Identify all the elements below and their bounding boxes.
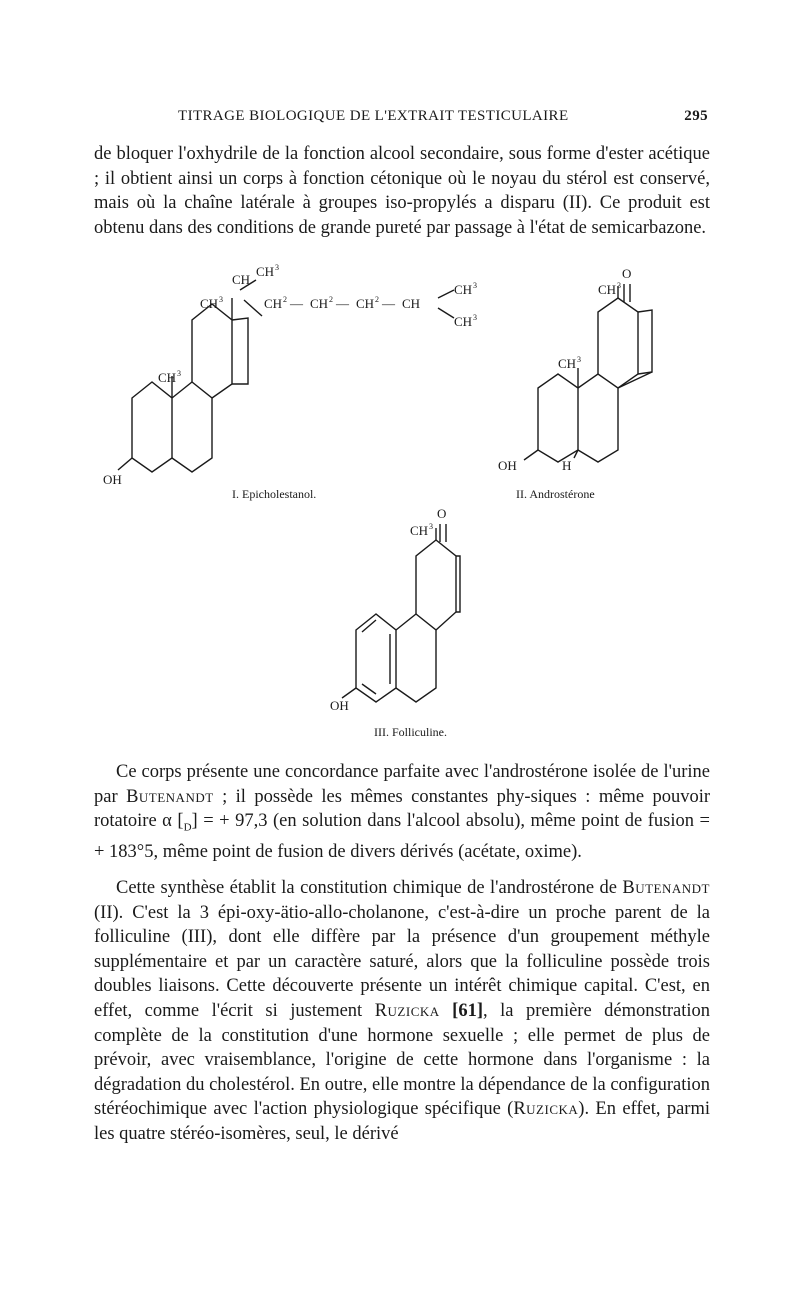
caption-folliculine: III. Folliculine.	[374, 725, 447, 739]
caption-androsterone: II. Androstérone	[516, 487, 595, 501]
author-name: Butenandt	[622, 878, 710, 898]
ch3-label: CH	[158, 370, 177, 385]
o-label: O	[437, 506, 447, 521]
author-name: Ruzicka	[374, 1000, 440, 1021]
svg-text:—: —	[382, 296, 395, 311]
svg-text:3: 3	[275, 263, 279, 272]
reference-link[interactable]: [61]	[452, 1000, 483, 1021]
paragraph-2: Ce corps présente une concordance parfaite avec l'androstérone isolée de l'urine par Butenandt ; il possède les mêmes constantes phy-siques : même pouvoir rotatoire α $[_D]$ = + 97,3 (en solution dans l'alcool absolu), même point de fusion = + 183°5, même point de fusion de divers dérivés (acétate, oxime).	[94, 762, 711, 863]
ch2-label: CH	[310, 296, 329, 311]
oh-label: OH	[103, 472, 122, 487]
svg-text:3: 3	[473, 313, 477, 322]
paragraph-3: Cette synthèse établit la constitution chimique de l'androstérone de Butenandt (II). C'est la 3 épi-oxy-ätio-allo-cholanone, c'est-à-dire un proche parent de la folliculine (III), dont elle diffère par la présence d'un groupement méthyle supplémentaire et par un caractère saturé, alors que la folliculine possède trois doubles liaisons. Cette découverte présente un intérêt chimique capital. C'est, en effet, comme l'écrit si justement Ruzicka [61], la première démonstration complète de la constitution d'une hormone sexuelle ; elle permet de plus de prévoir, avec vraisemblance, l'origine de cette hormone dans l'organisme : la dégradation du cholestérol. En outre, elle montre la dépendance de la configuration stéréochimique avec l'action physiologique spécifique (Ruzicka). En effet, parmi les quatre stéréo-isomères, seul, le dérivé	[94, 878, 711, 1144]
figure-folliculine	[330, 506, 460, 739]
svg-text:3: 3	[577, 355, 581, 364]
svg-text:—: —	[290, 296, 303, 311]
ch2-label: CH	[264, 296, 283, 311]
ch3-label: CH	[256, 264, 275, 279]
svg-text:2: 2	[329, 295, 333, 304]
paragraph-1: de bloquer l'oxhydrile de la fonction alcool secondaire, sous forme d'ester acétique ; il obtient ainsi un corps à fonction cétonique où le noyau du stérol est conservé, mais où la chaîne latérale à groupes iso-propylés a disparu (II). Ce produit est obtenu dans des conditions de grande pureté par passage à l'état de semicarbazone.	[94, 144, 710, 238]
ch-label: CH	[402, 296, 421, 311]
ch2-label: CH	[356, 296, 375, 311]
svg-text:3: 3	[429, 522, 433, 531]
figure-androsterone	[498, 266, 652, 501]
page-number: 295	[684, 108, 708, 124]
oh-label: OH	[330, 698, 349, 713]
oh-label: OH	[498, 458, 517, 473]
svg-text:—: —	[336, 296, 349, 311]
svg-text:3: 3	[473, 281, 477, 290]
ch3-label: CH	[598, 282, 617, 297]
ch3-label: CH	[410, 523, 429, 538]
figure-epicholestanol	[103, 263, 477, 501]
o-label: O	[622, 266, 632, 281]
svg-text:2: 2	[283, 295, 287, 304]
h-label: H	[562, 458, 572, 473]
svg-text:3: 3	[219, 295, 223, 304]
ch3-label: CH	[558, 356, 577, 371]
caption-epicholestanol: I. Epicholestanol.	[232, 487, 317, 501]
ch3-label: CH	[454, 282, 473, 297]
ch3-label: CH	[200, 296, 219, 311]
svg-text:3: 3	[617, 281, 621, 290]
running-title: TITRAGE BIOLOGIQUE DE L'EXTRAIT TESTICULAIRE	[178, 108, 569, 124]
ch-label: CH	[232, 272, 251, 287]
svg-text:3: 3	[177, 369, 181, 378]
author-name: Ruzicka	[513, 1099, 579, 1120]
ch3-label: CH	[454, 314, 473, 329]
svg-text:2: 2	[375, 295, 379, 304]
author-name: Butenandt	[126, 786, 214, 807]
